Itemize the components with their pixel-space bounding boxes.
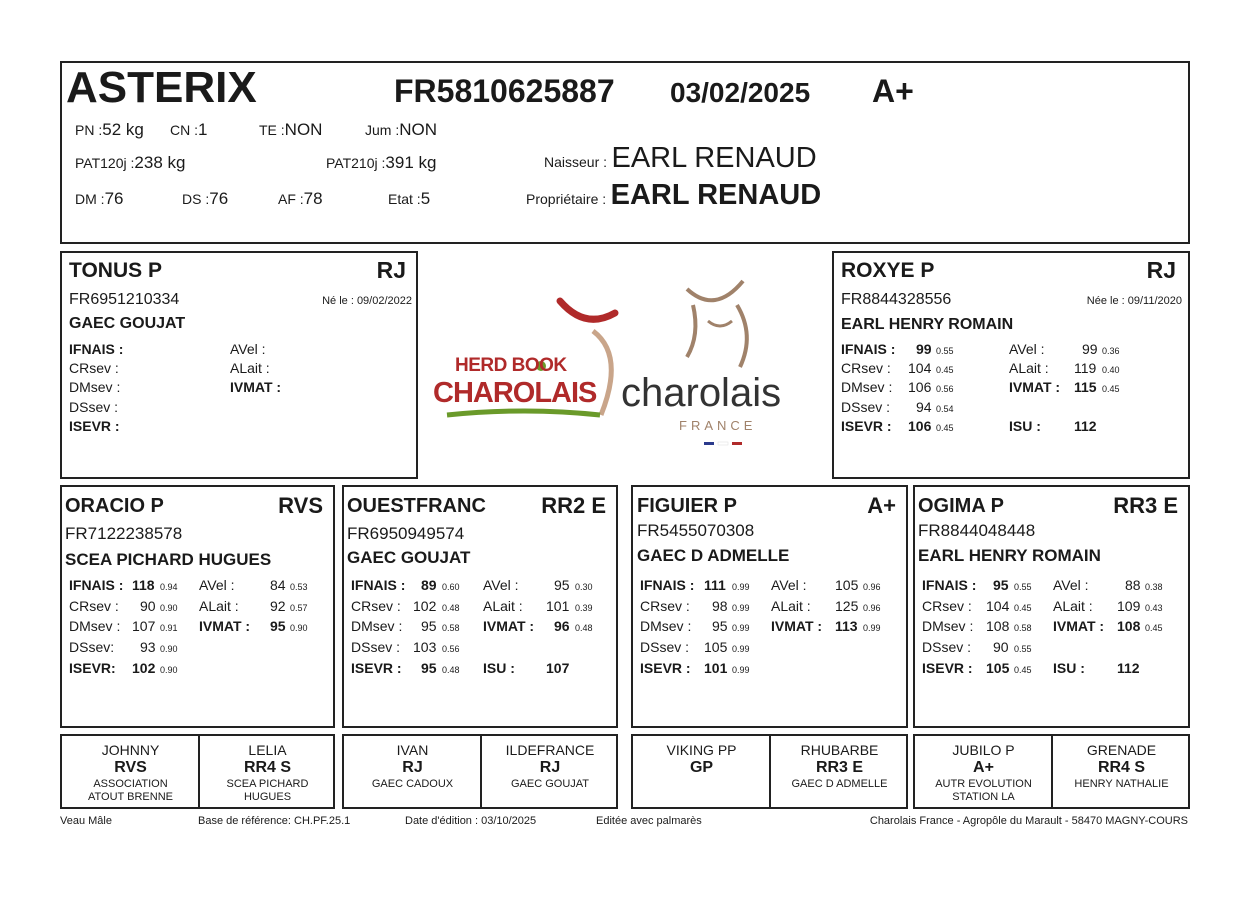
gp2-owner: GAEC GOUJAT (347, 548, 471, 567)
ggp3-name: IVAN (396, 742, 429, 758)
gp4-ifnais-cd: 0.55 (1014, 582, 1032, 592)
ggp1-code: RVS (114, 759, 147, 776)
dam-avel-value: 99 (1082, 341, 1098, 357)
gp3-owner: GAEC D ADMELLE (637, 546, 790, 565)
sire-dssev-label: DSsev : (69, 399, 119, 415)
gp4-avel-label: AVel : (1053, 577, 1089, 593)
sire-ivmat-label: IVMAT : (230, 379, 282, 395)
dam-name: ROXYE P (841, 259, 935, 282)
ggp6-owner1: GAEC D ADMELLE (791, 778, 888, 790)
ggp-box-4 (913, 734, 1190, 809)
ggp-box-1 (60, 734, 335, 809)
ggp8-owner1: HENRY NATHALIE (1074, 778, 1169, 790)
pn-value: 52 kg (102, 120, 144, 139)
gp2-dmsev-cd: 0.58 (442, 623, 460, 633)
gp3-ivmat-label: IVMAT : (771, 618, 823, 634)
gp1-isevr-label: ISEVR: (69, 660, 116, 676)
ggp-cell-3 (344, 736, 481, 807)
gp1-crsev-cd: 0.90 (160, 603, 178, 613)
gp3-dssev-value: 105 (704, 639, 728, 655)
gp3-crsev-cd: 0.99 (732, 603, 750, 613)
animal-date: 03/02/2025 (670, 77, 811, 108)
animal-id: FR5810625887 (394, 73, 615, 109)
gp4-ifnais-value: 95 (993, 577, 1009, 593)
ggp5-name: VIKING PP (666, 742, 737, 758)
gp4-dssev-cd: 0.55 (1014, 644, 1032, 654)
ggp8-name: GRENADE (1086, 742, 1157, 758)
gp1-avel-cd: 0.53 (290, 582, 308, 592)
ds-field: DS :76 (182, 189, 229, 208)
ggp1-name: JOHNNY (101, 742, 160, 758)
grandparent-card-1 (60, 485, 335, 728)
gp4-code: RR3 E (1113, 493, 1178, 518)
jum-field: Jum :NON (365, 120, 438, 139)
sire-ifnais-label: IFNAIS : (69, 341, 124, 357)
gp1-dmsev-cd: 0.91 (160, 623, 178, 633)
dam-ivmat-cd: 0.45 (1102, 384, 1120, 394)
gp4-isu-value: 112 (1117, 660, 1140, 676)
gp4-alait-cd: 0.43 (1145, 603, 1163, 613)
gp1-ivmat-value: 95 (270, 618, 286, 634)
gp1-id: FR7122238578 (65, 524, 183, 543)
te-value: NON (284, 120, 323, 139)
jum-value: NON (399, 120, 438, 139)
gp2-code: RR2 E (541, 493, 606, 518)
dam-code: RJ (1146, 257, 1176, 283)
footer-palmares: Editée avec palmarès (596, 815, 702, 827)
footer-edition-date: Date d'édition : 03/10/2025 (405, 815, 537, 827)
gp2-isevr-cd: 0.48 (442, 665, 460, 675)
charolais-word: charolais (621, 371, 782, 415)
ggp4-code: RJ (539, 759, 561, 776)
ggp-box-3 (631, 734, 908, 809)
gp2-ivmat-value: 96 (554, 618, 570, 634)
herdbook-line2: CHAROLAIS (433, 377, 597, 409)
animal-header (60, 61, 1190, 244)
ggp7-owner1: AUTR EVOLUTION (935, 778, 1032, 790)
sire-isevr-label: ISEVR : (69, 418, 120, 434)
gp3-ifnais-value: 111 (704, 577, 726, 593)
gp2-avel-value: 95 (554, 577, 570, 593)
gp2-ivmat-label: IVMAT : (483, 618, 535, 634)
gp2-alait-cd: 0.39 (575, 603, 593, 613)
dam-dmsev-label: DMsev : (841, 379, 893, 395)
gp2-isevr-label: ISEVR : (351, 660, 402, 676)
sire-card (60, 251, 418, 479)
ggp3-code: RJ (402, 759, 423, 776)
ggp6-code: RR3 E (815, 759, 864, 776)
ggp-cell-6 (771, 736, 908, 807)
ggp7-owner2: STATION LA (952, 791, 1015, 803)
ggp4-name: ILDEFRANCE (505, 742, 595, 758)
sire-owner: GAEC GOUJAT (69, 315, 186, 332)
gp1-ifnais-cd: 0.94 (160, 582, 178, 592)
gp3-avel-label: AVel : (771, 577, 807, 593)
gp3-dssev-label: DSsev : (640, 639, 690, 655)
dm-value: 76 (104, 189, 124, 208)
ggp7-code: A+ (973, 759, 994, 776)
ggp7-name: JUBILO P (952, 742, 1015, 758)
gp2-dmsev-value: 95 (421, 618, 437, 634)
gp2-avel-cd: 0.30 (575, 582, 593, 592)
gp3-code: A+ (867, 493, 896, 518)
cn-value: 1 (198, 120, 208, 139)
gp4-id: FR8844048448 (918, 521, 1036, 540)
te-field: TE :NON (259, 120, 323, 139)
gp2-dssev-value: 103 (413, 639, 437, 655)
ggp-cell-8 (1053, 736, 1190, 807)
gp1-isevr-value: 102 (132, 660, 156, 676)
sire-dmsev-label: DMsev : (69, 379, 121, 395)
ggp-cell-2 (200, 736, 335, 807)
gp4-dssev-label: DSsev : (922, 639, 972, 655)
gp4-ivmat-cd: 0.45 (1145, 623, 1163, 633)
gp2-ifnais-label: IFNAIS : (351, 577, 406, 593)
gp4-owner: EARL HENRY ROMAIN (918, 546, 1101, 565)
etat-value: 5 (420, 189, 431, 208)
gp4-crsev-value: 104 (986, 598, 1010, 614)
gp2-dmsev-label: DMsev : (351, 618, 403, 634)
ggp6-name: RHUBARBE (800, 742, 879, 758)
gp4-ivmat-label: IVMAT : (1053, 618, 1105, 634)
gp2-isu-value: 107 (546, 660, 570, 676)
dam-dssev-cd: 0.54 (936, 404, 954, 414)
gp1-dmsev-label: DMsev : (69, 618, 121, 634)
gp1-dssev-cd: 0.90 (160, 644, 178, 654)
gp1-crsev-value: 90 (140, 598, 156, 614)
dam-ivmat-label: IVMAT : (1009, 379, 1061, 395)
gp1-alait-cd: 0.57 (290, 603, 308, 613)
dam-crsev-cd: 0.45 (936, 365, 954, 375)
ggp2-owner1: SCEA PICHARD (226, 778, 309, 790)
dam-alait-cd: 0.40 (1102, 365, 1120, 375)
gp3-ivmat-cd: 0.99 (863, 623, 881, 633)
gp1-ifnais-label: IFNAIS : (69, 577, 124, 593)
gp3-isevr-value: 101 (704, 660, 728, 676)
gp4-crsev-cd: 0.45 (1014, 603, 1032, 613)
herdbook-line1: HERD BOOK (455, 355, 567, 376)
gp2-id: FR6950949574 (347, 524, 465, 543)
gp4-alait-label: ALait : (1053, 598, 1093, 614)
grandparent-card-3 (631, 485, 908, 728)
logos-area (425, 275, 825, 455)
cn-field: CN :1 (170, 120, 208, 139)
gp2-crsev-label: CRsev : (351, 598, 401, 614)
gp4-dmsev-cd: 0.58 (1014, 623, 1032, 633)
pn-field: PN :52 kg (75, 120, 144, 139)
gp2-dssev-label: DSsev : (351, 639, 401, 655)
gp4-avel-value: 88 (1125, 577, 1141, 593)
gp1-code: RVS (278, 493, 323, 518)
ggp-box-2 (342, 734, 618, 809)
grandparent-card-4 (913, 485, 1190, 728)
gp3-alait-value: 125 (835, 598, 859, 614)
gp1-avel-value: 84 (270, 577, 286, 593)
footer-base: Base de référence: CH.PF.25.1 (198, 815, 351, 827)
gp1-alait-value: 92 (270, 598, 286, 614)
dam-crsev-label: CRsev : (841, 360, 891, 376)
gp3-ifnais-cd: 0.99 (732, 582, 750, 592)
sire-code: RJ (376, 257, 406, 283)
gp2-name: OUESTFRANC (347, 495, 486, 517)
gp2-isevr-value: 95 (421, 660, 437, 676)
ggp3-owner1: GAEC CADOUX (371, 778, 454, 790)
pat210-value: 391 kg (385, 153, 437, 172)
gp3-crsev-label: CRsev : (640, 598, 690, 614)
gp4-isu-label: ISU : (1053, 660, 1085, 676)
ggp-cell-7 (915, 736, 1052, 807)
pat120-value: 238 kg (134, 153, 186, 172)
ggp1-owner2: ATOUT BRENNE (88, 791, 173, 803)
sire-alait-label: ALait : (230, 360, 270, 376)
gp3-isevr-cd: 0.99 (732, 665, 750, 675)
ggp2-owner2: HUGUES (243, 791, 292, 803)
gp4-isevr-cd: 0.45 (1014, 665, 1032, 675)
gp4-ifnais-label: IFNAIS : (922, 577, 977, 593)
ggp4-owner1: GAEC GOUJAT (510, 778, 590, 790)
dm-field: DM :76 (75, 189, 124, 208)
gp4-dmsev-label: DMsev : (922, 618, 974, 634)
gp2-crsev-value: 102 (413, 598, 437, 614)
charolais-country: FRANCE (679, 418, 757, 433)
dam-isevr-value: 106 (908, 418, 932, 434)
pat120-field: PAT120j :238 kg (75, 153, 186, 172)
gp1-dssev-label: DSsev: (69, 639, 115, 655)
etat-field: Etat :5 (388, 189, 431, 208)
gp1-dmsev-value: 107 (132, 618, 156, 634)
gp1-avel-label: AVel : (199, 577, 235, 593)
gp3-ifnais-label: IFNAIS : (640, 577, 695, 593)
gp2-ifnais-value: 89 (421, 577, 437, 593)
dam-crsev-value: 104 (908, 360, 932, 376)
dam-ivmat-value: 115 (1074, 379, 1097, 395)
gp3-dssev-cd: 0.99 (732, 644, 750, 654)
af-value: 78 (303, 189, 323, 208)
gp3-name: FIGUIER P (637, 495, 738, 517)
dam-ifnais-cd: 0.55 (936, 346, 954, 356)
gp3-crsev-value: 98 (712, 598, 728, 614)
dam-avel-label: AVel : (1009, 341, 1045, 357)
sire-id: FR6951210334 (69, 291, 180, 308)
grandparent-card-2 (342, 485, 618, 728)
gp1-owner: SCEA PICHARD HUGUES (65, 550, 272, 569)
gp1-name: ORACIO P (65, 495, 164, 517)
gp2-dssev-cd: 0.56 (442, 644, 460, 654)
gp4-crsev-label: CRsev : (922, 598, 972, 614)
ds-value: 76 (209, 189, 229, 208)
ggp2-code: RR4 S (243, 759, 292, 776)
dam-alait-label: ALait : (1009, 360, 1049, 376)
sire-crsev-label: CRsev : (69, 360, 119, 376)
gp1-isevr-cd: 0.90 (160, 665, 178, 675)
gp2-isu-label: ISU : (483, 660, 515, 676)
dam-owner: EARL HENRY ROMAIN (841, 316, 1014, 333)
gp3-alait-label: ALait : (771, 598, 811, 614)
gp4-dssev-value: 90 (993, 639, 1009, 655)
dam-isevr-cd: 0.45 (936, 423, 954, 433)
dam-isu-value: 112 (1074, 418, 1097, 434)
gp2-ivmat-cd: 0.48 (575, 623, 593, 633)
pat210-field: PAT210j :391 kg (326, 153, 437, 172)
sire-avel-label: AVel : (230, 341, 266, 357)
gp3-ivmat-value: 113 (835, 618, 858, 634)
gp3-dmsev-value: 95 (712, 618, 728, 634)
gp3-id: FR5455070308 (637, 521, 755, 540)
dam-isevr-label: ISEVR : (841, 418, 892, 434)
sire-born: Né le : 09/02/2022 (322, 295, 412, 307)
gp4-isevr-label: ISEVR : (922, 660, 973, 676)
gp3-isevr-label: ISEVR : (640, 660, 691, 676)
gp2-alait-value: 101 (546, 598, 570, 614)
sire-name: TONUS P (69, 259, 162, 282)
gp4-name: OGIMA P (918, 495, 1004, 517)
dam-isu-label: ISU : (1009, 418, 1041, 434)
gp3-dmsev-label: DMsev : (640, 618, 692, 634)
ggp-cell-5 (633, 736, 770, 807)
gp2-crsev-cd: 0.48 (442, 603, 460, 613)
gp3-alait-cd: 0.96 (863, 603, 881, 613)
animal-grade: A+ (872, 73, 914, 109)
gp2-avel-label: AVel : (483, 577, 519, 593)
dam-dssev-value: 94 (916, 399, 932, 415)
dam-avel-cd: 0.36 (1102, 346, 1120, 356)
gp3-avel-value: 105 (835, 577, 859, 593)
ggp5-code: GP (689, 759, 714, 776)
dam-dmsev-cd: 0.56 (936, 384, 954, 394)
proprietaire-value: EARL RENAUD (610, 179, 822, 211)
dam-born: Née le : 09/11/2020 (1086, 295, 1182, 307)
dam-ifnais-label: IFNAIS : (841, 341, 896, 357)
dam-alait-value: 119 (1074, 360, 1097, 376)
gp3-dmsev-cd: 0.99 (732, 623, 750, 633)
gp2-alait-label: ALait : (483, 598, 523, 614)
ggp-cell-4 (482, 736, 618, 807)
ggp2-name: LELIA (248, 742, 287, 758)
gp1-alait-label: ALait : (199, 598, 239, 614)
gp4-isevr-value: 105 (986, 660, 1010, 676)
dam-ifnais-value: 99 (916, 341, 932, 357)
dam-id: FR8844328556 (841, 291, 952, 308)
gp4-alait-value: 109 (1117, 598, 1141, 614)
gp2-ifnais-cd: 0.60 (442, 582, 460, 592)
gp4-avel-cd: 0.38 (1145, 582, 1163, 592)
dam-card (832, 251, 1190, 479)
naisseur-value: EARL RENAUD (611, 142, 817, 174)
gp1-ivmat-cd: 0.90 (290, 623, 308, 633)
gp4-ivmat-value: 108 (1117, 618, 1141, 634)
footer-organisation: Charolais France - Agropôle du Marault - 58470 MAGNY-COURS (869, 815, 1188, 827)
dam-dmsev-value: 106 (908, 379, 932, 395)
gp3-avel-cd: 0.96 (863, 582, 881, 592)
gp1-ivmat-label: IVMAT : (199, 618, 251, 634)
animal-name: ASTERIX (66, 63, 257, 112)
gp4-dmsev-value: 108 (986, 618, 1010, 634)
ggp1-owner1: ASSOCIATION (93, 778, 168, 790)
ggp8-code: RR4 S (1097, 759, 1146, 776)
gp1-ifnais-value: 118 (132, 577, 155, 593)
dam-dssev-label: DSsev : (841, 399, 891, 415)
footer-sex: Veau Mâle (60, 815, 112, 827)
proprietaire-field: Propriétaire : EARL RENAUD (526, 179, 822, 211)
naisseur-field: Naisseur : EARL RENAUD (544, 142, 817, 174)
gp1-crsev-label: CRsev : (69, 598, 119, 614)
gp1-dssev-value: 93 (140, 639, 156, 655)
ggp-cell-1 (62, 736, 199, 807)
af-field: AF :78 (278, 189, 323, 208)
